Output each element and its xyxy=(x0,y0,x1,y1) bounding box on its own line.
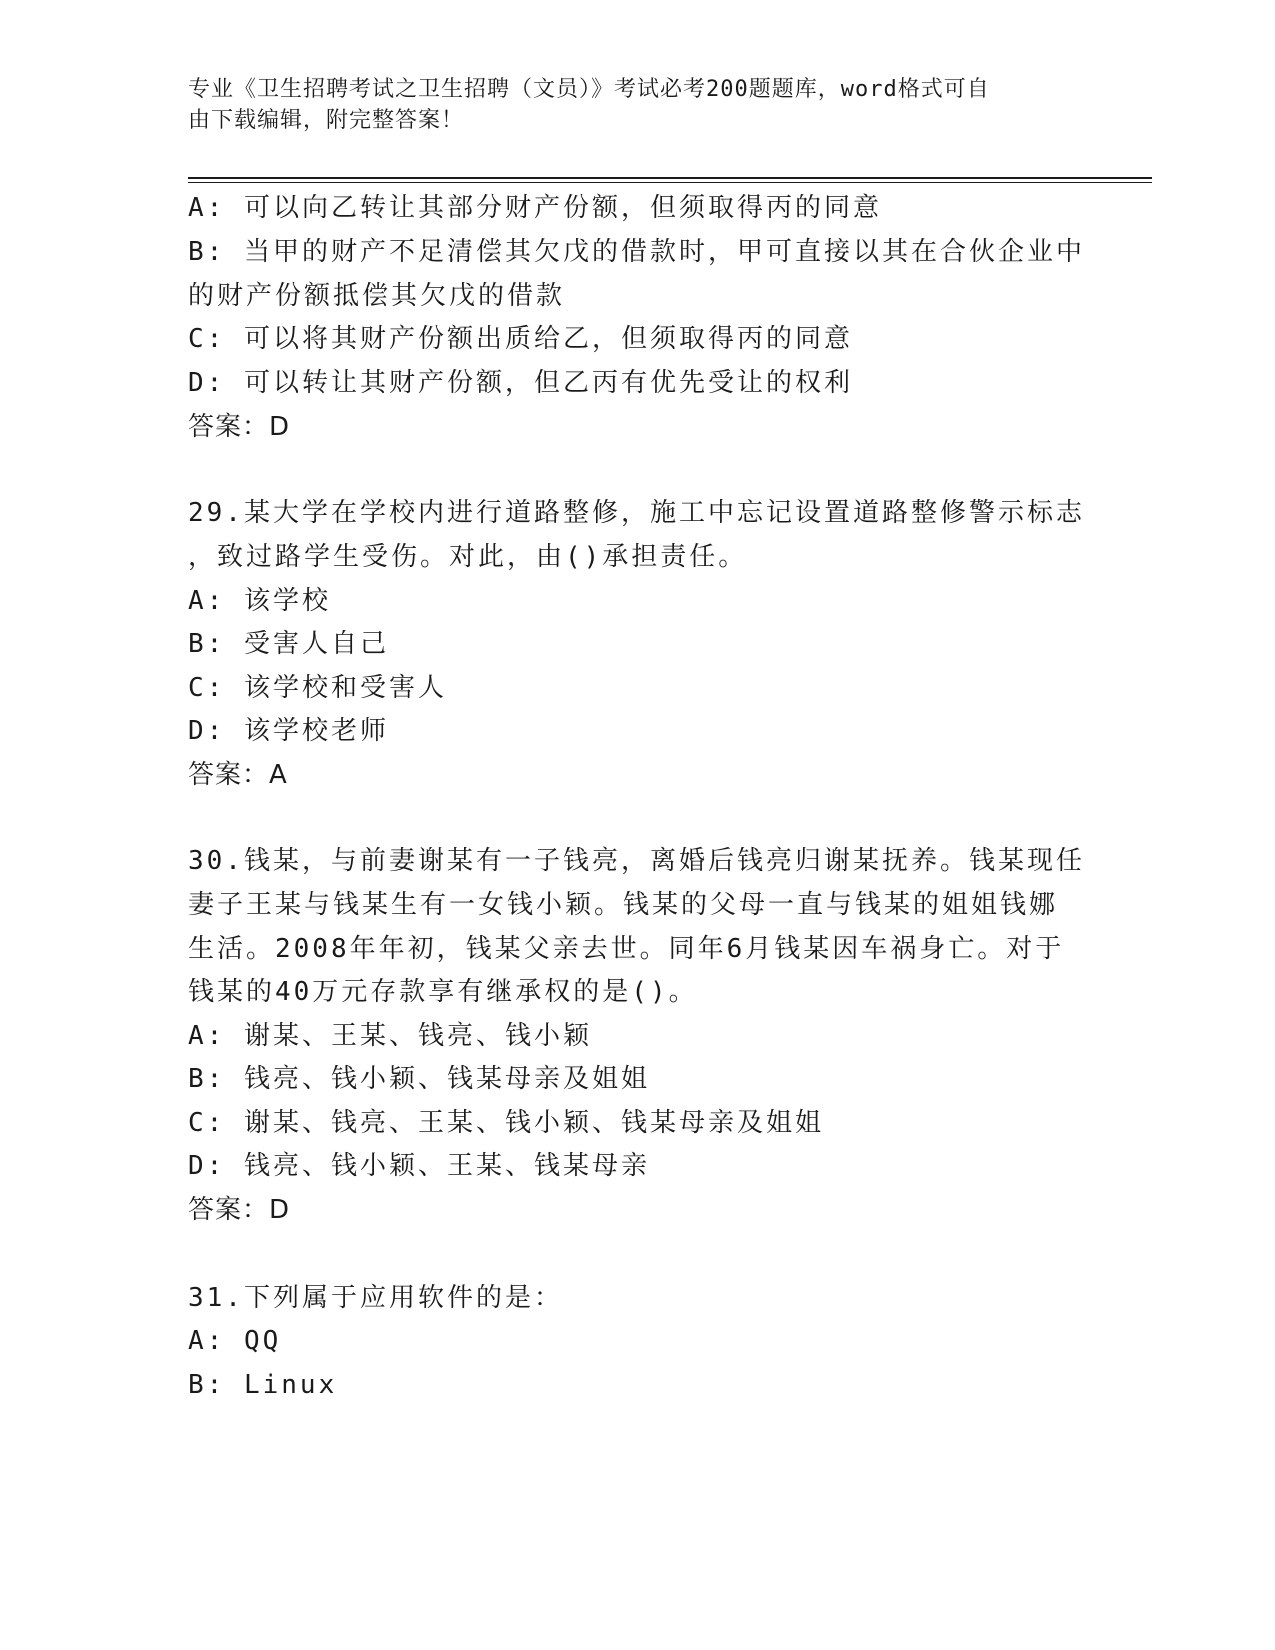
q29-option-c: C: 该学校和受害人 xyxy=(188,673,447,703)
header-line-2: 由下载编辑，附完整答案！ xyxy=(188,108,465,133)
header-line-1: 专业《卫生招聘考试之卫生招聘（文员）》考试必考200题题库，word格式可自 xyxy=(188,77,990,102)
q29-answer: 答案：A xyxy=(188,760,288,790)
q28-option-c: C: 可以将其财产份额出质给乙，但须取得丙的同意 xyxy=(188,324,853,354)
q28-option-b-line-2: 的财产份额抵偿其欠戊的借款 xyxy=(188,281,566,311)
q30-stem-line-3: 生活。2008年年初，钱某父亲去世。同年6月钱某因车祸身亡。对于 xyxy=(188,934,1065,964)
q30-option-d: D: 钱亮、钱小颖、王某、钱某母亲 xyxy=(188,1151,650,1181)
q29-stem-line-1: 29.某大学在学校内进行道路整修，施工中忘记设置道路整修警示标志 xyxy=(188,498,1085,528)
q29-stem-line-2: ，致过路学生受伤。对此，由()承担责任。 xyxy=(188,542,748,572)
q31-option-a: A: QQ xyxy=(188,1326,282,1356)
q31-stem: 31.下列属于应用软件的是： xyxy=(188,1283,563,1313)
q29-option-a: A: 该学校 xyxy=(188,586,331,616)
document-header xyxy=(188,74,1068,136)
q29-option-b: B: 受害人自己 xyxy=(188,629,389,659)
q30-option-a: A: 谢某、王某、钱亮、钱小颖 xyxy=(188,1021,592,1051)
q31-option-b: B: Linux xyxy=(188,1370,338,1400)
q30-stem-line-4: 钱某的40万元存款享有继承权的是()。 xyxy=(188,977,698,1007)
q28-answer: 答案：D xyxy=(188,412,291,442)
q28-option-a: A: 可以向乙转让其部分财产份额，但须取得丙的同意 xyxy=(188,193,882,223)
q30-option-b: B: 钱亮、钱小颖、钱某母亲及姐姐 xyxy=(188,1064,650,1094)
q29-option-d: D: 该学校老师 xyxy=(188,716,389,746)
q30-stem-line-1: 30.钱某，与前妻谢某有一子钱亮，离婚后钱亮归谢某抚养。钱某现任 xyxy=(188,846,1085,876)
q28-option-d: D: 可以转让其财产份额，但乙丙有优先受让的权利 xyxy=(188,368,853,398)
q30-option-c: C: 谢某、钱亮、王某、钱小颖、钱某母亲及姐姐 xyxy=(188,1108,824,1138)
header-divider-thin xyxy=(188,182,1152,183)
q30-answer: 答案：D xyxy=(188,1195,291,1225)
q28-option-b-line-1: B: 当甲的财产不足清偿其欠戊的借款时，甲可直接以其在合伙企业中 xyxy=(188,237,1085,267)
header-divider-thick xyxy=(188,177,1152,179)
q30-stem-line-2: 妻子王某与钱某生有一女钱小颖。钱某的父母一直与钱某的姐姐钱娜 xyxy=(188,890,1059,920)
